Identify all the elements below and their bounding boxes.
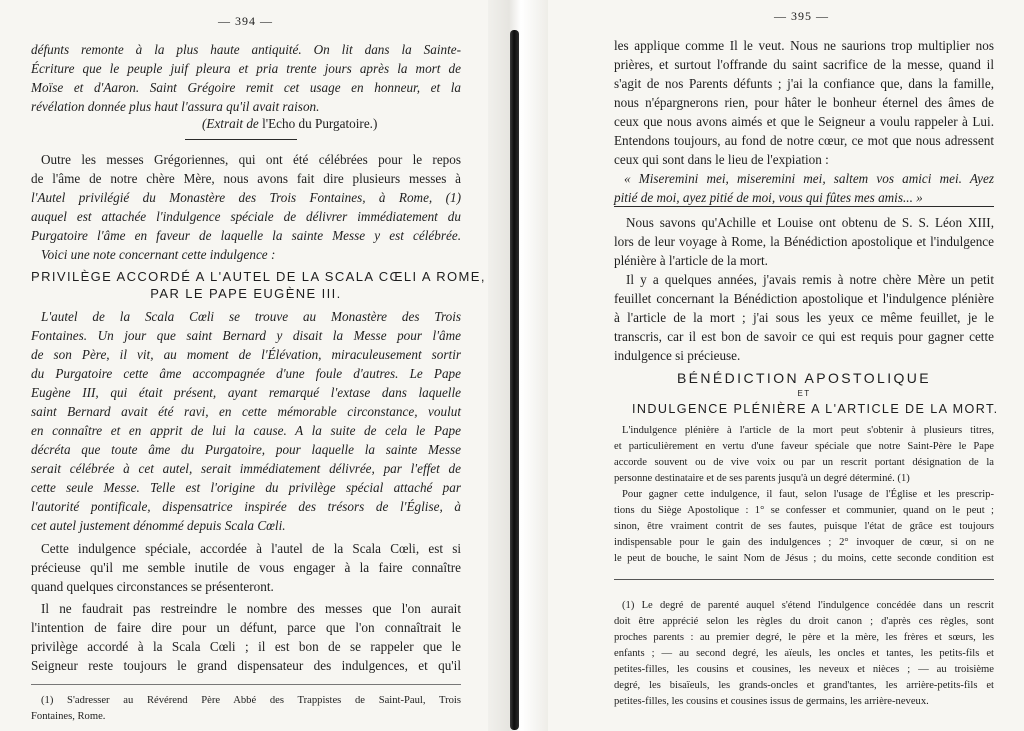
left-page xyxy=(0,0,488,731)
paragraph-line: décréta que toute âme du Purgatoire, pour laquelle la sainte Messe xyxy=(31,442,461,457)
section-divider xyxy=(614,206,994,207)
paragraph-line: serait célébrée à cet autel, serait immédiatement délivrée, par l'effet de xyxy=(31,461,461,476)
quote-source xyxy=(202,116,377,132)
quote-source-title: l'Echo du Purgatoire.) xyxy=(262,116,378,131)
book-spine xyxy=(510,30,519,730)
paragraph-line: Purgatoire l'âme en faveur de laquelle la sainte Messe y est célébrée. xyxy=(31,228,461,243)
footnote-separator xyxy=(31,684,461,685)
footnote-line: petites-filles, les cousins et cousines, les neveux et nièces ; — au troisième xyxy=(614,664,994,675)
page-number-left: — 394 — xyxy=(218,14,273,28)
footnote-line: (1) S'adresser au Révérend Père Abbé des Trappistes de Saint-Paul, Trois xyxy=(41,695,461,706)
section-heading: BÉNÉDICTION APOSTOLIQUE xyxy=(676,370,932,386)
paragraph-line: du Purgatoire cette âme accompagnée d'une foule d'autres. Le Pape xyxy=(31,366,461,381)
small-paragraph-line: indispensable pour le gain des indulgences ; 2° invoquer de cœur, si on ne xyxy=(614,537,994,548)
section-heading-et: ET xyxy=(797,389,811,398)
quote-line: Écriture que le peuple juif pleura et pria trente jours après la mort de xyxy=(31,61,461,76)
paragraph-line: Cette indulgence spéciale, accordée à l'autel de la Scala Cœli, est si xyxy=(41,541,461,556)
small-paragraph-line: le peut de bouche, le saint Nom de Jésus ; du moins, cette seconde condition est xyxy=(614,553,994,564)
paragraph-line: de l'âme de notre chère Mère, nous avons fait dire plusieurs messes à xyxy=(31,171,461,186)
paragraph-line: Fontaines. Un jour que saint Bernard y disait la Messe pour l'âme xyxy=(31,328,461,343)
paragraph-line: Voici une note concernant cette indulgence : xyxy=(41,247,276,262)
small-paragraph-line: accorde souvent ou de vive voix ou par un rescrit portant désignation de la xyxy=(614,457,994,468)
paragraph-line: L'autel de la Scala Cœli se trouve au Monastère des Trois xyxy=(41,309,461,324)
small-paragraph-line: tions du Siège Apostolique : 1° se confesser et communier, quand on le peut ; xyxy=(614,505,994,516)
paragraph-line: cette seule Messe. Telle est l'origine du privilège spécial attaché par xyxy=(31,480,461,495)
latin-quote-line: pitié de moi, ayez pitié de moi, vous qui fûtes mes amis... » xyxy=(614,190,923,205)
footnote-line: proches parents : au premier degré, le père et la mère, les frères et sœurs, les xyxy=(614,632,994,643)
small-paragraph-line: personne destinataire et de ses parents jusqu'à un degré déterminé. (1) xyxy=(614,473,910,484)
quote-line: défunts remonte à la plus haute antiquité. On lit dans la Sainte- xyxy=(31,42,461,57)
paragraph-line: cet autel justement dénommé depuis Scala Cœli. xyxy=(31,518,286,533)
paragraph-line: Il y a quelques années, j'avais remis à notre chère Mère un petit xyxy=(626,272,994,287)
paragraph-line: s'agit de nos Parents défunts ; j'ai la confiance que, dans la famille, xyxy=(614,76,994,91)
small-paragraph-line: et particulièrement en vertu d'une faveur spéciale que notre Saint-Père le Pape xyxy=(614,441,994,452)
paragraph-line: à l'article de la mort ; j'ai sous les yeux ce même feuillet, je le xyxy=(614,310,994,325)
right-page xyxy=(548,0,1024,731)
paragraph-line: de son Père, il vit, au moment de l'Élévation, miraculeusement sortir xyxy=(31,347,461,362)
paragraph-line: privilège accordé à la Scala Cœli ; il est bon de se rappeler que le xyxy=(31,639,461,654)
latin-quote-line: « Miseremini mei, miseremini mei, saltem vos amici mei. Ayez xyxy=(624,171,994,186)
paragraph-line: plénière à l'article de la mort. xyxy=(614,253,768,268)
paragraph-line: Entendons toujours, au fond de notre cœur, ce mot que nous adressent xyxy=(614,133,994,148)
paragraph-line: ceux que nous avons aimés et que le Seigneur a voulu rappeler à Lui. xyxy=(614,114,994,129)
paragraph-line: indulgence si précieuse. xyxy=(614,348,741,363)
paragraph-line: précieuse qu'il me semble inutile de vous engager à la faire connaître xyxy=(31,560,461,575)
footnote-separator xyxy=(614,579,994,580)
paragraph-line: ceux qui sont dans le lieu de l'expiation : xyxy=(614,152,829,167)
quote-source-prefix: (Extrait de xyxy=(202,116,259,131)
paragraph-line: Seigneur reste toujours le grand dispensateur des indulgences, et qu'il xyxy=(31,658,461,673)
footnote-line: enfants ; — au second degré, les aïeuls, les oncles et tantes, les petits-fils et xyxy=(614,648,994,659)
footnote-line: degré, les bisaïeuls, les grands-oncles et grand'tantes, les arrière-petits-fils et xyxy=(614,680,994,691)
footnote-line: Fontaines, Rome. xyxy=(31,711,106,722)
paragraph-line: l'Autel privilégié du Monastère des Trois Fontaines, à Rome, (1) xyxy=(31,190,461,205)
paragraph-line: prières, et surtout l'offrande du saint sacrifice de la messe, quand il xyxy=(614,57,994,72)
paragraph-line: feuillet concernant la Bénédiction apostolique et l'indulgence plénière xyxy=(614,291,994,306)
section-heading: PRIVILÈGE ACCORDÉ A L'AUTEL DE LA SCALA CŒLI A ROME, xyxy=(31,269,486,284)
paragraph-line: l'autorité pontificale, dispensatrice inspirée des trésors de l'Église, à xyxy=(31,499,461,514)
section-heading: INDULGENCE PLÉNIÈRE A L'ARTICLE DE LA MORT. xyxy=(632,402,999,416)
footnote-line: doit être apprécié selon les règles du droit canon ; d'après ces règles, sont xyxy=(614,616,994,627)
section-heading: PAR LE PAPE EUGÈNE III. xyxy=(150,286,342,301)
paragraph-line: transcris, car il est bon de savoir ce qui est requis pour gagner cette xyxy=(614,329,994,344)
paragraph-line: nous n'épargnerons rien, pour hâter le bonheur éternel des âmes de xyxy=(614,95,994,110)
footnote-line: (1) Le degré de parenté auquel s'étend l'indulgence concédée dans un rescrit xyxy=(622,600,994,611)
small-paragraph-line: sinon, être vraiment contrit de ses fautes, puisque l'état de grâce est toujours xyxy=(614,521,994,532)
paragraph-line: en connaître et en apprit de lui la cause. A la suite de cela le Pape xyxy=(31,423,461,438)
paragraph-line: les applique comme Il le veut. Nous ne saurions trop multiplier nos xyxy=(614,38,994,53)
section-divider xyxy=(185,139,297,140)
paragraph-line: quand quelques circonstances se présenteront. xyxy=(31,579,274,594)
paragraph-line: l'intention de faire dire pour un défunt, parce que l'on connaîtrait le xyxy=(31,620,461,635)
paragraph-line: Nous savons qu'Achille et Louise ont obtenu de S. S. Léon XIII, xyxy=(626,215,994,230)
paragraph-line: Outre les messes Grégoriennes, qui ont été célébrées pour le repos xyxy=(41,152,461,167)
paragraph-line: saint Bernard avait été ravi, en cette mémorable circonstance, voulut xyxy=(31,404,461,419)
quote-line: révélation donnée plus haut l'assura qu'il avait raison. xyxy=(31,99,320,114)
paragraph-line: lors de leur voyage à Rome, la Bénédiction apostolique et l'indulgence xyxy=(614,234,994,249)
page-number-right: — 395 — xyxy=(774,9,829,23)
footnote-line: petites-filles, les cousins et cousines issus de germains, les arrière-neveux. xyxy=(614,696,929,707)
small-paragraph-line: Pour gagner cette indulgence, il faut, selon l'usage de l'Église et les prescrip- xyxy=(622,489,994,500)
small-paragraph-line: L'indulgence plénière à l'article de la mort peut s'obtenir à plusieurs titres, xyxy=(622,425,994,436)
paragraph-line: Il ne faudrait pas restreindre le nombre des messes que l'on aurait xyxy=(41,601,461,616)
paragraph-line: auquel est attachée l'indulgence spéciale de délivrer immédiatement du xyxy=(31,209,461,224)
paragraph-line: Eugène III, qui était présent, ayant remarqué l'extase dans laquelle xyxy=(31,385,461,400)
quote-line: Moïse et d'Aaron. Saint Grégoire remit cet usage en honneur, et la xyxy=(31,80,461,95)
